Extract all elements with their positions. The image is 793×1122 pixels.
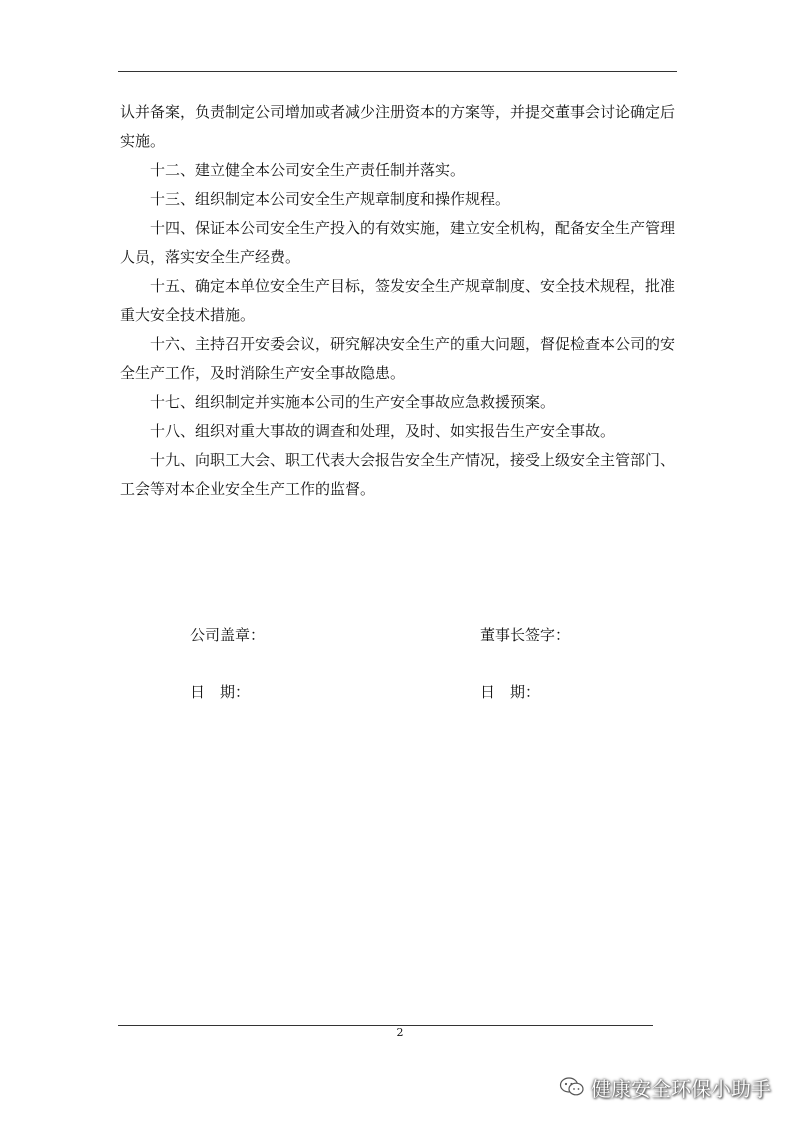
paragraph-item-15: 十五、确定本单位安全生产目标，签发安全生产规章制度、安全技术规程，批准重大安全技术措施。 <box>120 277 676 324</box>
paragraph-item-18: 十八、组织对重大事故的调查和处理，及时、如实报告生产安全事故。 <box>150 422 616 440</box>
header-rule <box>118 71 677 72</box>
paragraph-item-17: 十七、组织制定并实施本公司的生产安全事故应急救援预案。 <box>150 393 556 411</box>
paragraph-item-12: 十二、建立健全本公司安全生产责任制并落实。 <box>150 161 466 179</box>
watermark-text: 健康安全环保小助手 <box>591 1076 771 1101</box>
paragraph-item-14: 十四、保证本公司安全生产投入的有效实施，建立安全机构，配备安全生产管理人员，落实安全生产经费。 <box>120 219 676 266</box>
document-body <box>120 98 676 504</box>
paragraph-continued: 认并备案，负责制定公司增加或者减少注册资本的方案等，并提交董事会讨论确定后实施。 <box>120 103 676 150</box>
paragraph-item-16: 十六、主持召开安委会议，研究解决安全生产的重大问题，督促检查本公司的安全生产工作，及时消除生产安全事故隐患。 <box>120 335 676 382</box>
chairman-sign-label: 董事长签字： <box>480 626 571 644</box>
wechat-icon <box>559 1076 585 1098</box>
watermark <box>559 1072 771 1102</box>
company-seal-label: 公司盖章： <box>190 626 266 644</box>
page-number: 2 <box>396 1026 404 1039</box>
paragraph-item-19: 十九、向职工大会、职工代表大会报告安全生产情况，接受上级安全主管部门、工会等对本企业安全生产工作的监督。 <box>120 451 676 498</box>
date-label-left: 日 期： <box>190 683 251 701</box>
date-label-right: 日 期： <box>480 683 541 701</box>
paragraph-item-13: 十三、组织制定本公司安全生产规章制度和操作规程。 <box>150 190 511 208</box>
